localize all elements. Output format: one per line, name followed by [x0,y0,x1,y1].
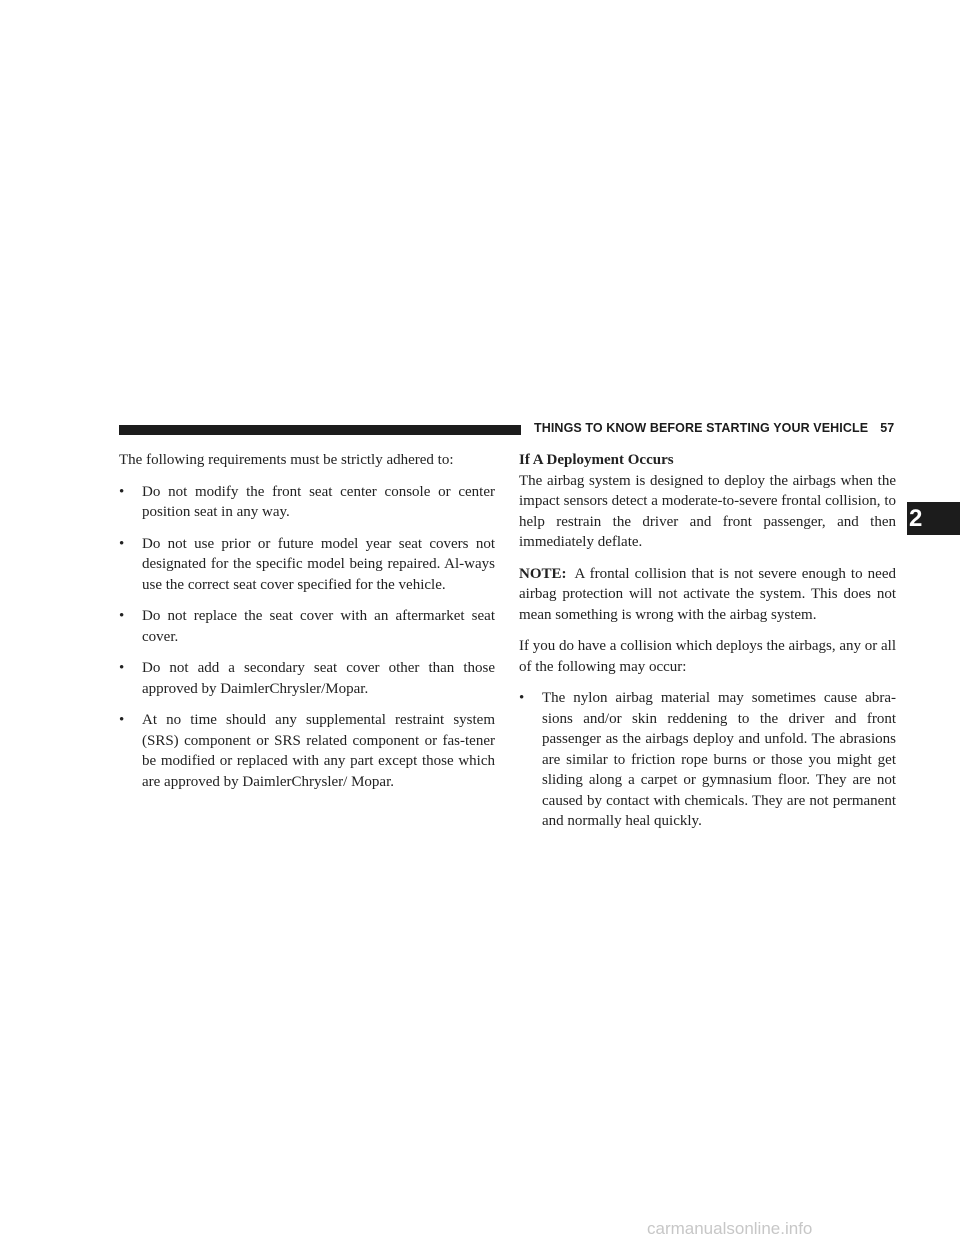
bullet-icon: • [119,483,125,500]
watermark: carmanualsonline.info [647,1219,813,1238]
bullet-icon: • [119,712,125,728]
list-item: • Do not add a secondary seat cover other than those approved by DaimlerChrysler/Mopar. [119,660,495,697]
collision-paragraph: If you do have a collision which deploys the airbags, any or all of the following may occur: [519,638,896,675]
bullet-icon: • [119,660,125,676]
note-label: NOTE: [519,565,567,582]
bullet-icon: • [119,535,125,552]
intro-text: The following requirements must be strictly adhered to: [119,452,454,468]
bullet-icon: • [119,608,125,624]
list-item: • Do not replace the seat cover with an aftermarket seat cover. [119,608,495,645]
header-rule [119,425,521,435]
chapter-tab[interactable]: 2 [907,502,960,535]
bullet-icon: • [519,690,525,706]
deployment-paragraph: The airbag system is designed to deploy the airbags when the impact sensors detect a moderate-to-severe frontal collision, to help restrain the driver and front passenger, and then immediately deflate. [519,472,896,550]
running-header [534,421,894,435]
note-paragraph [519,564,896,626]
note-text: A frontal collision that is not severe enough to need airbag protection will not activate the system. This does not mean something is wrong with the airbag system. [519,565,896,623]
list-item: • Do not use prior or future model year seat covers not designated for the specific model being repaired. Al-ways use the correct seat cover specified for the vehicle. [119,535,495,593]
left-column [119,450,495,803]
list-item: • The nylon airbag material may sometimes cause abra-sions and/or skin reddening to the driver and front passenger as the airbags deploy and unfold. The abrasions are similar to friction rope burns or those you might get sliding along a carpet or gymnasium floor. They are not caused by contact with chemicals. They are not permanent and normally heal quickly. [519,690,896,829]
effects-list [519,688,896,832]
section-title: THINGS TO KNOW BEFORE STARTING YOUR VEHICLE [534,421,869,435]
requirements-list [119,482,495,793]
right-column [519,450,896,843]
list-item: • Do not modify the front seat center console or center position seat in any way. [119,483,495,520]
section-heading: If A Deployment Occurs [519,452,674,468]
page-number: 57 [880,421,895,435]
list-item: • At no time should any supplemental restraint system (SRS) component or SRS related component or fas-tener be modified or replaced with any part except those which are approved by DaimlerChrysler/ Mopar. [119,712,495,790]
